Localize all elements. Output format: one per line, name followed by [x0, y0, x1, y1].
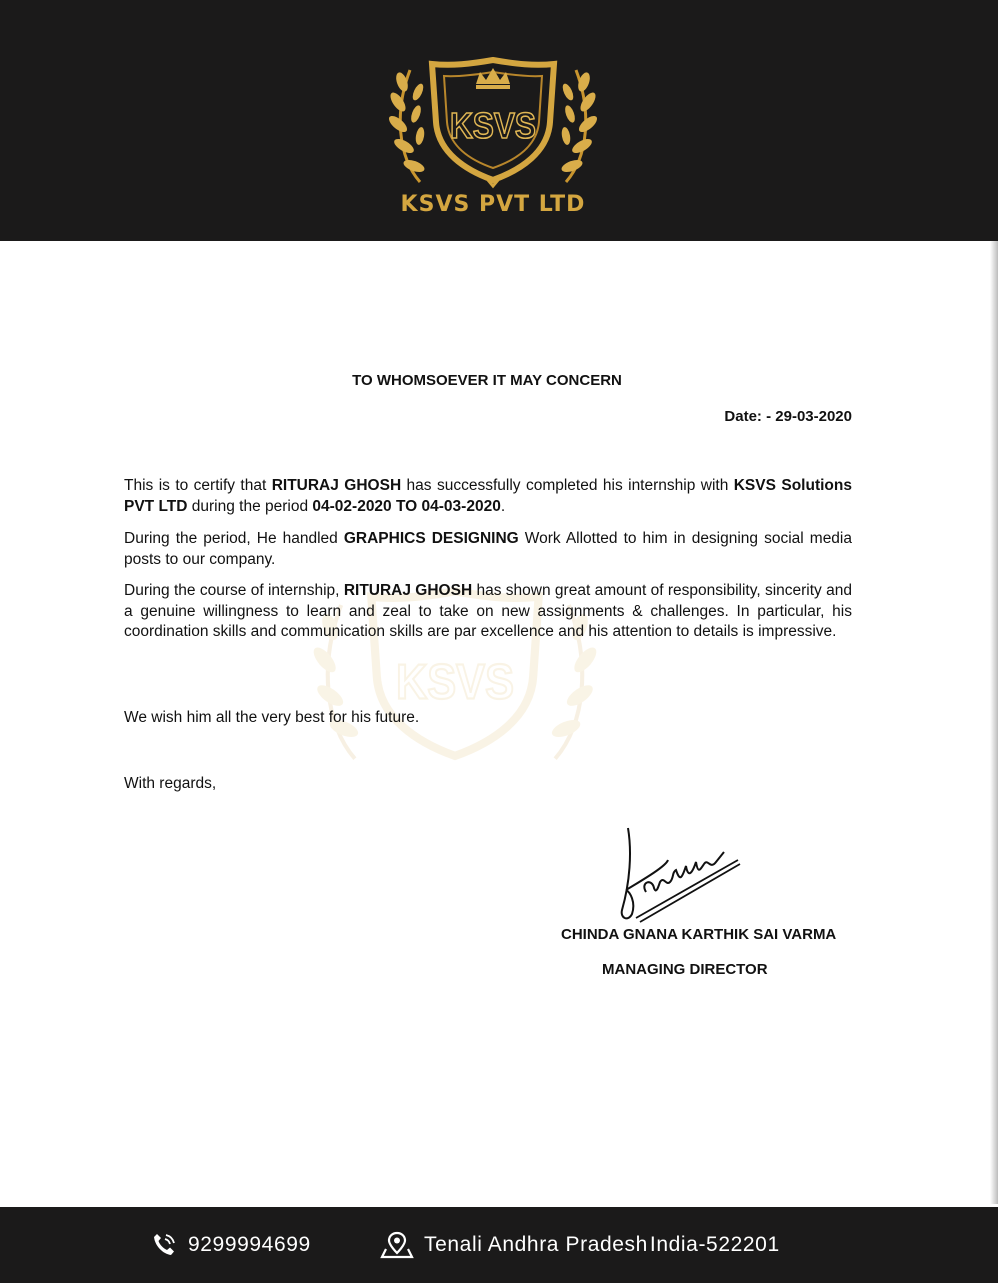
evaluation-paragraph: During the course of internship, RITURAJ GHOSH has shown great amount of responsibility, sincerity and a genuine willingness to learn and zeal to take on new assignments & challenges. In particular, his coordination skills and communication skills are par excellence and his attention to details is impressive.: [124, 582, 852, 640]
signer-role: MANAGING DIRECTOR: [602, 961, 768, 978]
phone-icon: [150, 1231, 178, 1259]
page-edge-shadow: [990, 241, 998, 1204]
svg-text:KSVS: KSVS: [450, 105, 536, 146]
footer-address: [380, 1231, 780, 1259]
address-city: Tenali Andhra Pradesh: [424, 1233, 648, 1256]
internship-period: 04-02-2020 TO 04-03-2020: [312, 497, 501, 515]
work-paragraph: During the period, He handled GRAPHICS DESIGNING Work Allotted to him in designing social media posts to our company.: [124, 530, 852, 568]
certification-paragraph: This is to certify that RITURAJ GHOSH has successfully completed his internship with KSVS Solutions PVT LTD during the period 04-02-2020 TO 04-03-2020.: [124, 477, 852, 515]
company-full-name: KSVS Solutions PVT LTD: [124, 477, 852, 515]
letter-heading: TO WHOMSOEVER IT MAY CONCERN: [352, 372, 622, 389]
company-name: KSVS PVT LTD: [400, 192, 586, 217]
wishes-line: We wish him all the very best for his future.: [124, 709, 420, 726]
svg-text:KSVS: KSVS: [396, 654, 514, 710]
signature: [606, 822, 746, 926]
address-rest: India-522201: [649, 1233, 780, 1256]
work-area: GRAPHICS DESIGNING: [343, 530, 519, 547]
intern-name: RITURAJ GHOSH: [271, 477, 402, 494]
letterhead-header: [0, 0, 998, 241]
letterhead-footer: [0, 1204, 998, 1283]
letter-date: Date: - 29-03-2020: [724, 408, 852, 425]
signer-name: CHINDA GNANA KARTHIK SAI VARMA: [561, 926, 837, 943]
footer-phone: [150, 1231, 311, 1259]
ksvs-logo: [380, 52, 606, 190]
phone-number: 9299994699: [188, 1233, 311, 1256]
regards-line: With regards,: [124, 775, 217, 792]
location-icon: [380, 1231, 414, 1259]
intern-name: RITURAJ GHOSH: [343, 582, 473, 599]
